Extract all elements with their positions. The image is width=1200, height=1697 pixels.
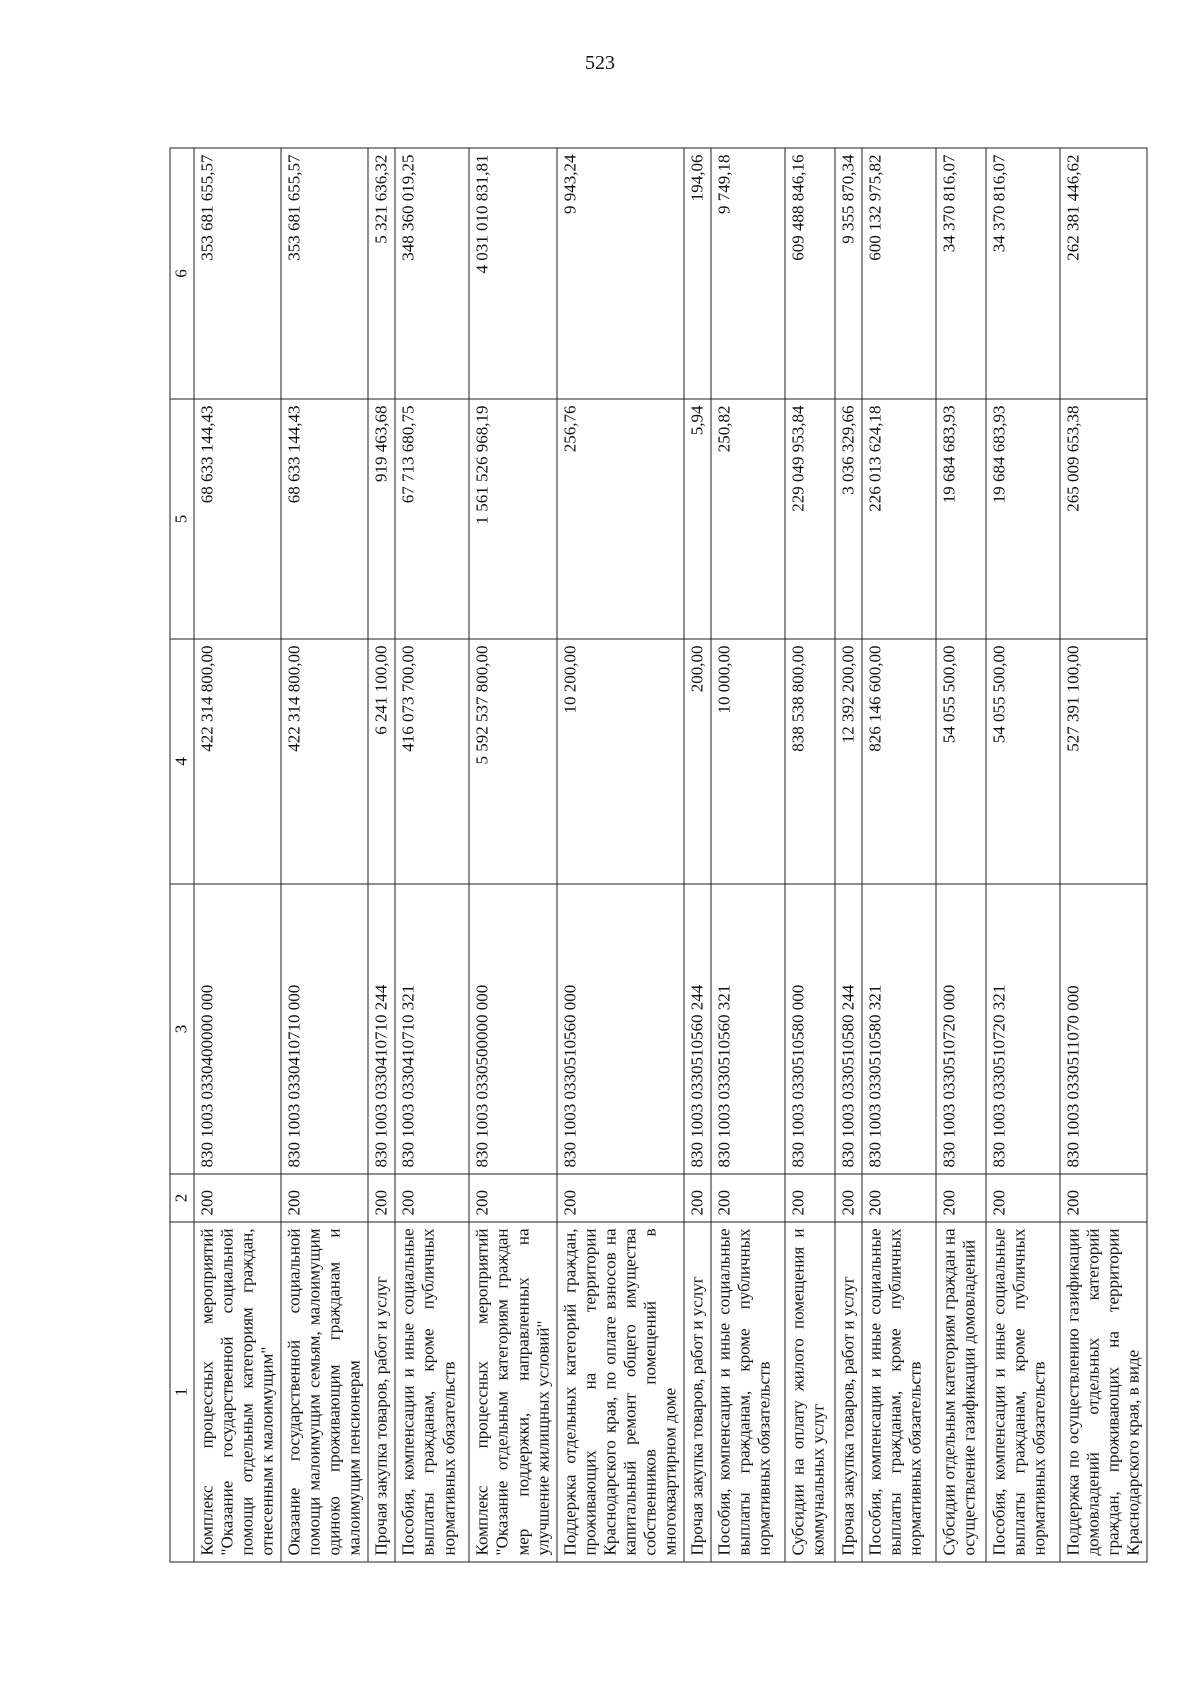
row-code: 830 1003 0330400000 000 — [194, 884, 281, 1174]
row-col-2: 200 — [835, 1174, 862, 1222]
row-col-2: 200 — [862, 1174, 936, 1222]
row-description: Пособия, компенсации и иные социальные выплаты гражданам, кроме публичных нормативных обязательств — [986, 1222, 1060, 1562]
row-col-4: 416 073 700,00 — [395, 639, 469, 884]
row-code: 830 1003 0330410710 244 — [368, 884, 395, 1174]
row-col-6: 5 321 636,32 — [368, 148, 395, 399]
header-col-2: 2 — [170, 1174, 194, 1222]
row-code: 830 1003 0330500000 000 — [469, 884, 556, 1174]
row-col-5: 5,94 — [684, 399, 711, 639]
row-code: 830 1003 0330510580 321 — [862, 884, 936, 1174]
row-col-6: 194,06 — [684, 148, 711, 399]
row-col-6: 34 370 816,07 — [986, 148, 1060, 399]
row-col-6: 353 681 655,57 — [194, 148, 281, 399]
row-code: 830 1003 0330510560 000 — [557, 884, 684, 1174]
row-col-5: 3 036 329,66 — [835, 399, 862, 639]
row-description: Пособия, компенсации и иные социальные выплаты гражданам, кроме публичных нормативных обязательств — [862, 1222, 936, 1562]
row-col-4: 838 538 800,00 — [785, 639, 835, 884]
row-col-4: 5 592 537 800,00 — [469, 639, 556, 884]
row-code: 830 1003 0330410710 321 — [395, 884, 469, 1174]
row-description: Комплекс процессных мероприятий "Оказание государственной социальной помощи отдельным категориям граждан, отнесенным к малоимущим" — [194, 1222, 281, 1562]
row-col-2: 200 — [368, 1174, 395, 1222]
row-col-6: 353 681 655,57 — [281, 148, 368, 399]
row-col-2: 200 — [557, 1174, 684, 1222]
row-col-6: 9 355 870,34 — [835, 148, 862, 399]
table-row — [986, 148, 1060, 1562]
row-code: 830 1003 0330410710 000 — [281, 884, 368, 1174]
row-col-5: 68 633 144,43 — [281, 399, 368, 639]
row-col-5: 229 049 953,84 — [785, 399, 835, 639]
row-col-4: 422 314 800,00 — [281, 639, 368, 884]
row-col-5: 19 684 683,93 — [986, 399, 1060, 639]
row-description: Прочая закупка товаров, работ и услуг — [368, 1222, 395, 1562]
page-number: 523 — [585, 52, 615, 74]
row-code: 830 1003 0330510560 244 — [684, 884, 711, 1174]
row-description: Пособия, компенсации и иные социальные выплаты гражданам, кроме публичных нормативных обязательств — [395, 1222, 469, 1562]
row-col-6: 9 943,24 — [557, 148, 684, 399]
row-description: Субсидии отдельным категориям граждан на осуществление газификации домовладений — [936, 1222, 986, 1562]
row-col-5: 226 013 624,18 — [862, 399, 936, 639]
row-col-2: 200 — [684, 1174, 711, 1222]
table-row — [1060, 148, 1147, 1562]
table-row — [469, 148, 556, 1562]
row-col-5: 250,82 — [711, 399, 785, 639]
header-col-5: 5 — [170, 399, 194, 639]
row-col-2: 200 — [469, 1174, 556, 1222]
table-row — [281, 148, 368, 1562]
table-row — [557, 148, 684, 1562]
row-col-5: 1 561 526 968,19 — [469, 399, 556, 639]
row-col-4: 200,00 — [684, 639, 711, 884]
table-row — [862, 148, 936, 1562]
row-col-4: 54 055 500,00 — [986, 639, 1060, 884]
row-col-5: 68 633 144,43 — [194, 399, 281, 639]
table-row — [936, 148, 986, 1562]
row-code: 830 1003 0330510720 000 — [936, 884, 986, 1174]
table-row — [395, 148, 469, 1562]
row-col-5: 919 463,68 — [368, 399, 395, 639]
row-description: Прочая закупка товаров, работ и услуг — [684, 1222, 711, 1562]
row-code: 830 1003 0330511070 000 — [1060, 884, 1147, 1174]
header-col-1: 1 — [170, 1222, 194, 1562]
table-row — [711, 148, 785, 1562]
row-col-2: 200 — [711, 1174, 785, 1222]
table-row — [684, 148, 711, 1562]
row-col-4: 527 391 100,00 — [1060, 639, 1147, 884]
row-col-6: 348 360 019,25 — [395, 148, 469, 399]
row-col-2: 200 — [936, 1174, 986, 1222]
row-col-6: 34 370 816,07 — [936, 148, 986, 399]
row-col-2: 200 — [785, 1174, 835, 1222]
row-col-4: 422 314 800,00 — [194, 639, 281, 884]
row-col-5: 19 684 683,93 — [936, 399, 986, 639]
budget-table-rotated — [170, 149, 1143, 1563]
row-col-4: 10 000,00 — [711, 639, 785, 884]
header-row — [170, 148, 194, 1562]
row-col-4: 826 146 600,00 — [862, 639, 936, 884]
row-col-2: 200 — [1060, 1174, 1147, 1222]
row-description: Поддержка отдельных категорий граждан, проживающих на территории Краснодарского края, по оплате взносов на капитальный ремонт общего имущества собственников помещений в многоквартирном доме — [557, 1222, 684, 1562]
row-code: 830 1003 0330510580 244 — [835, 884, 862, 1174]
table-row — [368, 148, 395, 1562]
table-row — [194, 148, 281, 1562]
row-col-2: 200 — [194, 1174, 281, 1222]
row-col-5: 265 009 653,38 — [1060, 399, 1147, 639]
row-description: Комплекс процессных мероприятий "Оказание отдельным категориям граждан мер поддержки, направленных на улучшение жилищных условий" — [469, 1222, 556, 1562]
row-code: 830 1003 0330510580 000 — [785, 884, 835, 1174]
row-code: 830 1003 0330510720 321 — [986, 884, 1060, 1174]
row-col-2: 200 — [395, 1174, 469, 1222]
table-row — [835, 148, 862, 1562]
budget-table — [170, 148, 1148, 1563]
row-col-6: 262 381 446,62 — [1060, 148, 1147, 399]
header-col-3: 3 — [170, 884, 194, 1174]
row-col-6: 4 031 010 831,81 — [469, 148, 556, 399]
row-description: Поддержка по осуществлению газификации домовладений отдельных категорий граждан, проживающих на территории Краснодарского края, в виде — [1060, 1222, 1147, 1562]
row-col-2: 200 — [986, 1174, 1060, 1222]
row-col-5: 256,76 — [557, 399, 684, 639]
row-col-2: 200 — [281, 1174, 368, 1222]
row-col-6: 600 132 975,82 — [862, 148, 936, 399]
row-description: Оказание государственной социальной помощи малоимущим семьям, малоимущим одиноко проживающим гражданам и малоимущим пенсионерам — [281, 1222, 368, 1562]
row-code: 830 1003 0330510560 321 — [711, 884, 785, 1174]
row-col-5: 67 713 680,75 — [395, 399, 469, 639]
header-col-6: 6 — [170, 148, 194, 399]
row-col-4: 6 241 100,00 — [368, 639, 395, 884]
header-col-4: 4 — [170, 639, 194, 884]
row-col-4: 10 200,00 — [557, 639, 684, 884]
row-description: Субсидии на оплату жилого помещения и коммунальных услуг — [785, 1222, 835, 1562]
row-col-6: 9 749,18 — [711, 148, 785, 399]
row-col-4: 54 055 500,00 — [936, 639, 986, 884]
row-description: Пособия, компенсации и иные социальные выплаты гражданам, кроме публичных нормативных обязательств — [711, 1222, 785, 1562]
row-col-6: 609 488 846,16 — [785, 148, 835, 399]
table-row — [785, 148, 835, 1562]
row-col-4: 12 392 200,00 — [835, 639, 862, 884]
row-description: Прочая закупка товаров, работ и услуг — [835, 1222, 862, 1562]
